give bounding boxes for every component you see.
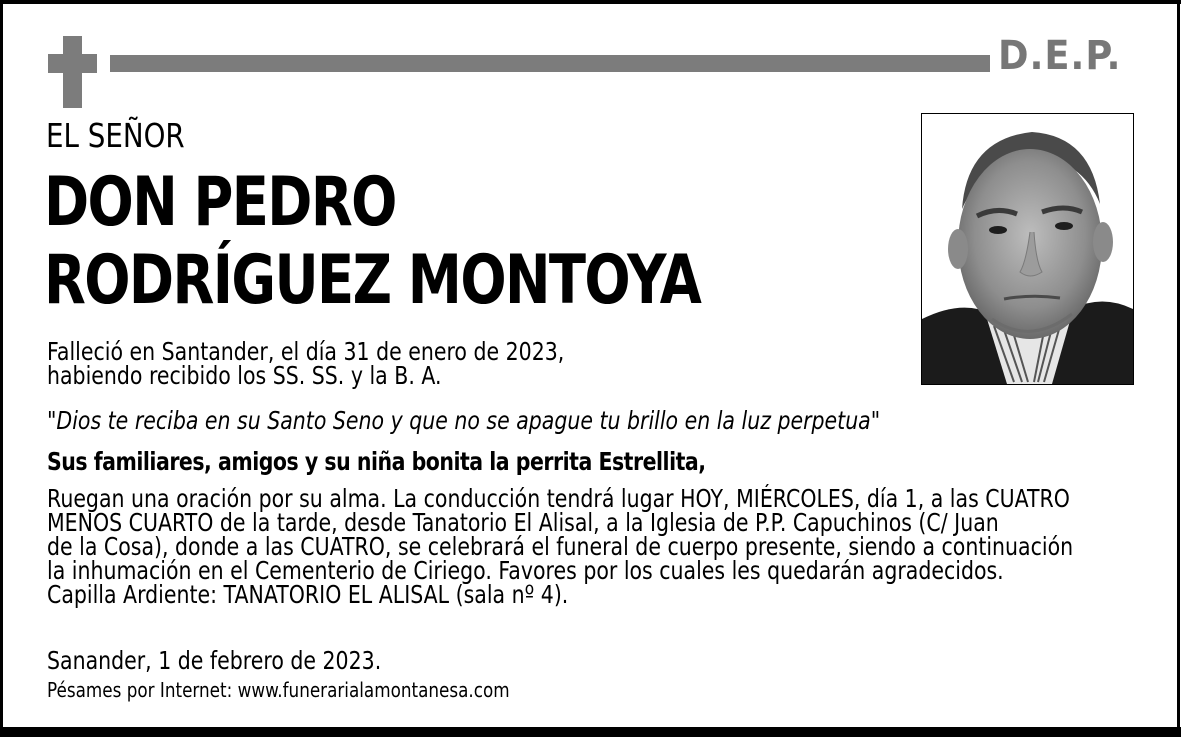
funeral-details-line: MENOS CUARTO de la tarde, desde Tanatorio El Alisal, a la Iglesia de P.P. Capuchinos (C/ Juan — [47, 508, 999, 537]
death-notice-line: Falleció en Santander, el día 31 de enero de 2023, — [47, 337, 565, 366]
funeral-details-line: de la Cosa), donde a las CUATRO, se celebrará el funeral de cuerpo presente, siendo a continuación — [47, 532, 1074, 561]
funeral-details-line: Capilla Ardiente: TANATORIO EL ALISAL (sala nº 4). — [47, 580, 569, 609]
place-date: Sanander, 1 de febrero de 2023. — [47, 646, 382, 675]
portrait-photo — [921, 113, 1134, 385]
honorific-title: EL SEÑOR — [46, 116, 185, 155]
frame-border-top — [0, 0, 1181, 4]
frame-border-right — [1177, 0, 1180, 728]
frame-border-bottom — [0, 727, 1181, 737]
dep-label: D.E.P. — [998, 33, 1122, 79]
header-rule — [110, 55, 990, 72]
portrait-image — [922, 114, 1133, 384]
name-line-2: RODRÍGUEZ MONTOYA — [44, 241, 701, 320]
death-notice-line: habiendo recibido los SS. SS. y la B. A. — [47, 361, 442, 390]
funeral-details-line: la inhumación en el Cementerio de Ciriego. Favores por los cuales les quedarán agradecidos. — [47, 556, 1004, 585]
family-mourners: Sus familiares, amigos y su niña bonita la perrita Estrellita, — [47, 447, 706, 476]
deceased-name — [44, 164, 700, 320]
funeral-details — [47, 484, 1074, 609]
death-notice — [47, 337, 565, 390]
prayer-quote: "Dios te reciba en su Santo Seno y que no se apague tu brillo en la luz perpetua" — [47, 406, 881, 435]
cross-horizontal-beam — [48, 54, 97, 73]
frame-border-left — [0, 0, 3, 737]
condolences-link-text: Pésames por Internet: www.funerarialamontanesa.com — [47, 678, 510, 702]
funeral-details-line: Ruegan una oración por su alma. La conducción tendrá lugar HOY, MIÉRCOLES, día 1, a las CUATRO — [47, 484, 1070, 513]
name-line-1: DON PEDRO — [44, 163, 396, 242]
